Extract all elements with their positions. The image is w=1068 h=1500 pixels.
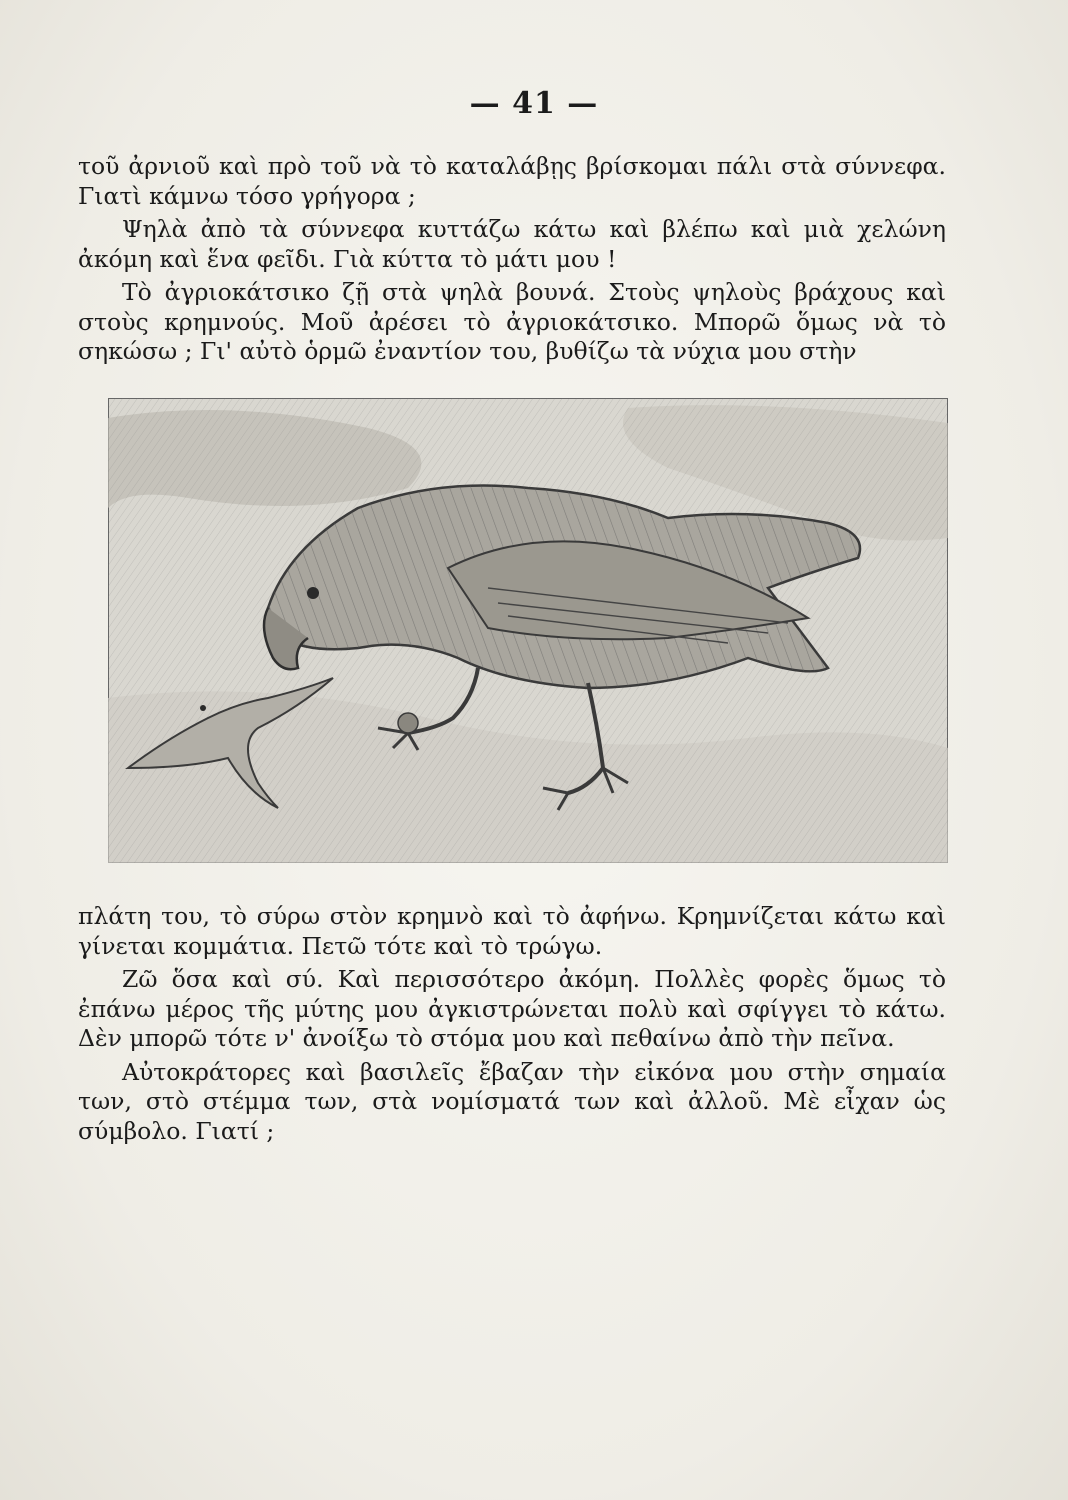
- paragraph: πλάτη του, τὸ σύρω στὸν κρημνὸ καὶ τὸ ἀφήνω. Κρημνίζεται κάτω καὶ γίνεται κομμάτια. Πετῶ τότε καὶ τὸ τρώγω.: [78, 902, 946, 960]
- prey-in-talons: [398, 713, 418, 733]
- paragraph: Αὐτοκράτορες καὶ βασιλεῖς ἔβαζαν τὴν εἰκόνα μου στὴν σημαία των, στὸ στέμμα των, στὰ νομίσματά των καὶ ἀλλοῦ. Μὲ εἶχαν ὡς σύμβολο. Γιατί ;: [78, 1057, 946, 1145]
- page-number: — 41 —: [469, 86, 599, 121]
- paragraph: Τὸ ἀγριοκάτσικο ζῇ στὰ ψηλὰ βουνά. Στοὺς ψηλοὺς βράχους καὶ στοὺς κρημνούς. Μοῦ ἀρέσει τὸ ἀγριοκάτσικο. Μπορῶ ὅμως νὰ τὸ σηκώσω ; Γι' αὐτὸ ὁρμῶ ἐναντίον του, βυθίζω τὰ νύχια μου στὴν: [78, 278, 946, 365]
- paragraph: Ψηλὰ ἀπὸ τὰ σύννεφα κυττάζω κάτω καὶ βλέπω καὶ μιὰ χελώνη ἀκόμη καὶ ἕνα φεῖδι. Γιὰ κύττα τὸ μάτι μου !: [78, 215, 946, 273]
- eagle-drawing: [108, 398, 948, 863]
- paragraph: Ζῶ ὅσα καὶ σύ. Καὶ περισσότερο ἀκόμη. Πολλὲς φορὲς ὅμως τὸ ἐπάνω μέρος τῆς μύτης μου ἀγκιστρώνεται πολὺ καὶ σφίγγει τὸ κάτω. Δὲν μπορῶ τότε ν' ἀνοίξω τὸ στόμα μου καὶ πεθαίνω ἀπὸ τὴν πεῖνα.: [78, 965, 946, 1052]
- paragraph: τοῦ ἀρνιοῦ καὶ πρὸ τοῦ νὰ τὸ καταλάβῃς βρίσκομαι πάλι στὰ σύννεφα. Γιατὶ κάμνω τόσο γρήγορα ;: [78, 152, 946, 210]
- eagle-illustration: [108, 398, 948, 863]
- text-block-top: [78, 152, 946, 367]
- small-bird-eye: [200, 705, 206, 711]
- text-block-bottom: [78, 902, 946, 1146]
- eagle-eye: [307, 587, 319, 599]
